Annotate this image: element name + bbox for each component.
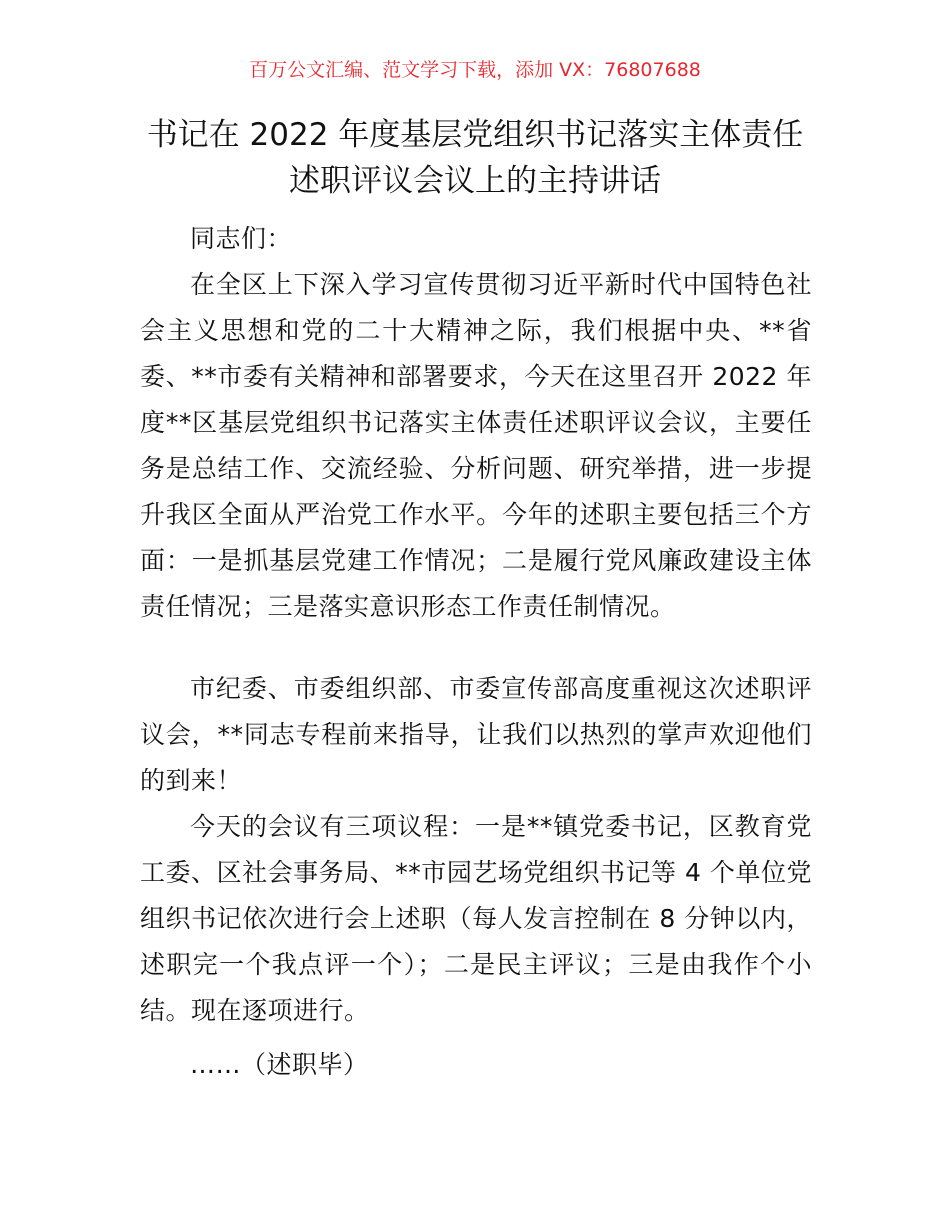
document-title [120,112,830,204]
paragraph-welcome: 市纪委、市委组织部、市委宣传部高度重视这次述职评议会，**同志专程前来指导，让我们以热烈的掌声欢迎他们的到来！ [140,674,812,795]
paragraph-ellipsis: ……（述职毕） [190,1050,369,1079]
document-body [140,216,812,1088]
title-line-2: 述职评议会议上的主持讲话 [289,163,661,199]
watermark-banner: 百万公文汇编、范文学习下载，添加 VX：76807688 [249,59,701,81]
title-line-1: 书记在 2022 年度基层党组织书记落实主体责任 [146,117,804,153]
paragraph-intro: 在全区上下深入学习宣传贯彻习近平新时代中国特色社会主义思想和党的二十大精神之际，我们根据中央、**省委、**市委有关精神和部署要求，今天在这里召开 2022 年度**区基层党组织书记落实主体责任述职评议会议，主要任务是总结工作、交流经验、分析问题、研究举措，进一步提升我区全面从严治党工作水平。今年的述职主要包括三个方面：一是抓基层党建工作情况；二是履行党风廉政建设主体责任情况；三是落实意识形态工作责任制情况。 [140,270,812,621]
paragraph-agenda: 今天的会议有三项议程：一是**镇党委书记，区教育党工委、区社会事务局、**市园艺场党组织书记等 4 个单位党组织书记依次进行会上述职（每人发言控制在 8 分钟以内，述职完一个我点评一个）；二是民主评议；三是由我作个小结。现在逐项进行。 [140,812,812,1025]
salutation: 同志们： [190,224,293,253]
